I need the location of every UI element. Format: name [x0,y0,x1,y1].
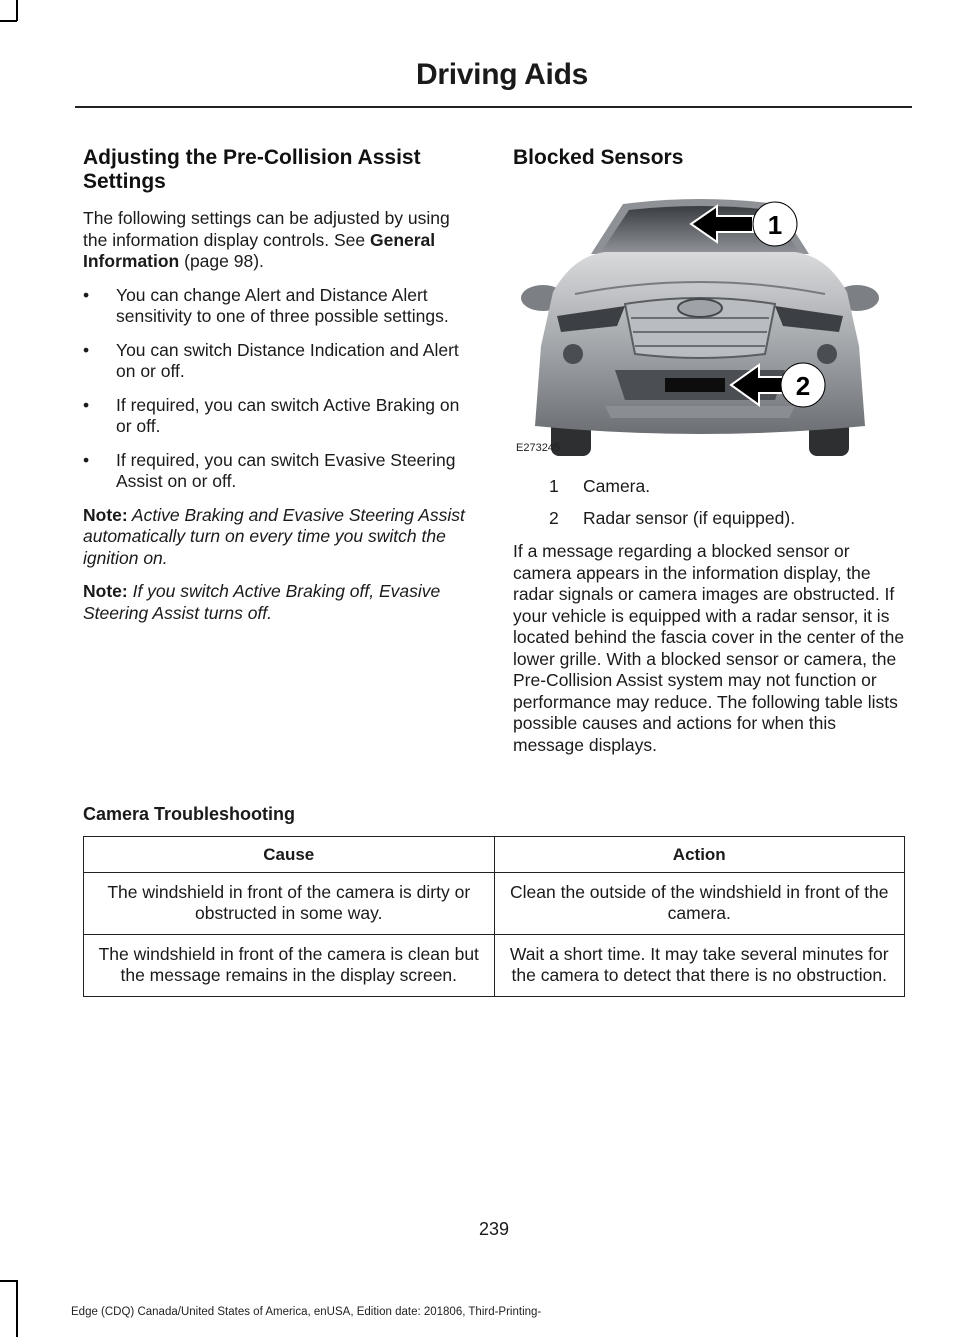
note-label: Note: [83,504,128,525]
legend-row [513,508,909,530]
blocked-sensor-paragraph: If a message regarding a blocked sensor or camera appears in the information display, the radar signals or camera images are obstructed. If your vehicle is equipped with a radar sensor, it is located behind the fascia cover in the center of the lower grille. With a blocked sensor or camera, the Pre-Collision Assist system may not function or performance may reduce. The following table lists possible causes and actions for when this message displays. [513,541,905,755]
vehicle-front-illustration [513,196,887,458]
figure-code: E273245 [516,442,561,454]
column-header-cause: Cause [84,837,495,873]
camera-troubleshooting-table [83,836,905,997]
note-2 [83,581,477,624]
list-item [83,340,477,383]
list-item [83,285,477,328]
bullet-icon: • [83,394,90,415]
intro-paragraph [83,208,477,273]
table-cell-action: Clean the outside of the windshield in front of the camera. [494,873,905,935]
table-heading: Camera Troubleshooting [83,804,296,824]
table-cell-cause: The windshield in front of the camera is clean but the message remains in the display screen. [84,935,495,997]
settings-list [83,285,477,493]
note-text: If you switch Active Braking off, Evasive Steering Assist turns off. [83,581,441,623]
cross-reference-link[interactable]: General Information [83,229,436,271]
vehicle-front-svg [513,196,887,458]
list-item-text: You can change Alert and Distance Alert sensitivity to one of three possible settings. [116,284,449,326]
legend-row [513,476,909,498]
section-heading-pre-collision: Adjusting the Pre-Collision Assist Settings [83,146,421,193]
table-header-row [84,837,905,873]
left-column [83,146,477,624]
note-label: Note: [83,581,128,601]
legend-number: 1 [549,476,559,496]
page-number: 239 [478,1219,510,1239]
intro-page-ref: (page 98). [179,251,264,271]
section-heading-blocked-sensors: Blocked Sensors [513,146,684,169]
bullet-icon: • [83,339,90,360]
crop-mark-bottom-left-v [16,1280,18,1337]
note-text: Active Braking and Evasive Steering Assist automatically turn on every time you switch the ignition on. [83,504,465,568]
crop-mark-top-left-v [16,0,18,21]
table-row [84,935,905,997]
intro-text: The following settings can be adjusted by using the information display controls. See [83,208,450,250]
column-header-action: Action [494,837,905,873]
table-cell-cause: The windshield in front of the camera is dirty or obstructed in some way. [84,873,495,935]
bullet-icon: • [83,449,90,470]
list-item-text: You can switch Distance Indication and Alert on or off. [116,339,459,381]
header-rule [75,106,912,108]
crop-mark-bottom-left-h [0,1280,17,1282]
legend-text: Camera. [583,476,651,496]
list-item [83,395,477,438]
crop-mark-top-left-h [0,20,17,22]
table-row [84,873,905,935]
list-item-text: If required, you can switch Active Braking on or off. [116,394,460,436]
right-column [513,146,909,756]
legend-number: 2 [549,507,559,528]
legend-text: Radar sensor (if equipped). [583,507,796,528]
bullet-icon: • [83,284,90,305]
callout-2-label: 2 [795,371,811,401]
page-header-title: Driving Aids [416,58,588,91]
footer-edition-info: Edge (CDQ) Canada/United States of America, enUSA, Edition date: 201806, Third-Printing- [71,1306,542,1318]
list-item-text: If required, you can switch Evasive Steering Assist on or off. [116,449,456,491]
figure-legend [513,476,909,529]
note-1 [83,505,477,570]
list-item [83,450,477,493]
callout-1-label: 1 [767,210,783,240]
table-cell-action: Wait a short time. It may take several minutes for the camera to detect that there is no obstruction. [494,935,905,997]
